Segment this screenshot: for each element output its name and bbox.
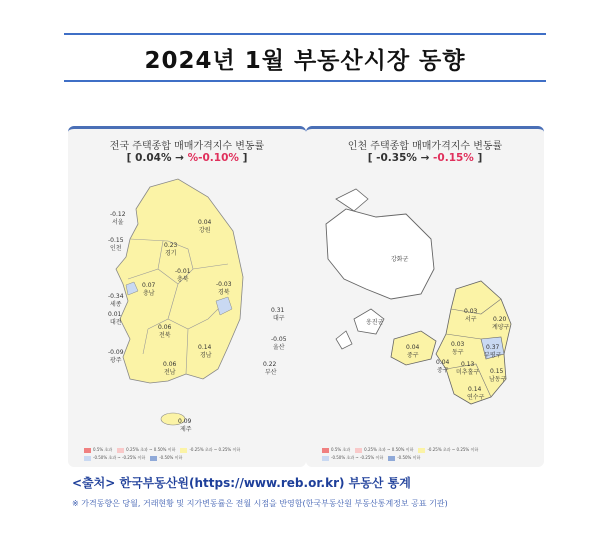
incheon-label-seogu: 서구: [465, 316, 477, 323]
national-rate-close: ]: [242, 152, 248, 164]
region-label-jeonbuk-value: 0.06: [158, 324, 172, 331]
incheon-label-yeonsu: 연수구: [467, 394, 485, 401]
region-label-daejeon: 대전: [110, 319, 122, 326]
footnote: ※ 가격동향은 당월, 거래현황 및 지가변동률은 전월 시점을 반영함(한국부동산원 부동산통계정보 공표 기관): [72, 499, 448, 508]
incheon-label-seogu-value: 0.03: [464, 308, 478, 315]
region-label-ulsan-value: -0.05: [271, 336, 287, 343]
incheon-label-bupyeong-value: 0.37: [486, 344, 500, 351]
region-label-daegu-value: 0.31: [271, 307, 285, 314]
incheon-label-bupyeong: 부평구: [484, 352, 502, 359]
gyodong-island: [336, 189, 368, 211]
legend-item-1: 0.5% 초과: [322, 447, 350, 453]
incheon-label-junggu2: 중구: [437, 367, 449, 374]
title-top-rule: [64, 33, 546, 35]
korea-map: [68, 169, 306, 434]
ongjin-islands: [336, 309, 384, 349]
national-rate-prev: [ 0.04% →: [126, 152, 184, 164]
region-label-jeonnam-value: 0.06: [163, 361, 177, 368]
incheon-map-title: 인천 주택종합 매매가격지수 변동률: [347, 141, 503, 152]
legend-item-5: -0.50% 이하: [388, 455, 420, 461]
national-rate-new: %-0.10%: [187, 152, 239, 164]
national-map-panel: [68, 126, 306, 467]
region-label-sejong: 세종: [110, 301, 122, 308]
incheon-label-michuhol: 미추홀구: [456, 369, 480, 376]
page-title: 2024년 1월 부동산시장 동향: [144, 48, 466, 74]
incheon-label-yeonsu-value: 0.14: [468, 386, 482, 393]
legend-item-4: -0.50% 초과 ~ -0.25% 이하: [322, 455, 383, 461]
incheon-label-namdong-value: 0.15: [490, 368, 504, 375]
region-label-gyeongnam-value: 0.14: [198, 344, 212, 351]
incheon-label-junggu2-value: 0.04: [436, 359, 450, 366]
incheon-label-donggu-value: 0.03: [451, 341, 465, 348]
incheon-label-gyeyang: 계양구: [492, 324, 510, 331]
region-label-daegu: 대구: [273, 315, 285, 322]
incheon-label-junggu: 중구: [407, 352, 419, 359]
incheon-rate-prev: [ -0.35% →: [367, 152, 430, 164]
incheon-label-ganghwa: 강화군: [391, 256, 409, 263]
region-label-gyeongbuk-value: -0.03: [216, 281, 232, 288]
legend-item-5: -0.50% 이하: [150, 455, 182, 461]
incheon-label-junggu-value: 0.04: [406, 344, 420, 351]
region-label-gangwon: 강원: [199, 227, 211, 234]
region-label-seoul: 서울: [112, 219, 124, 226]
national-map-legend: [84, 445, 294, 461]
region-label-sejong-value: -0.34: [108, 293, 124, 300]
incheon-rate: [306, 152, 544, 164]
region-label-seoul-value: -0.12: [110, 211, 126, 218]
incheon-label-gyeyang-value: 0.20: [493, 316, 507, 323]
incheon-rate-new: -0.15%: [433, 152, 474, 164]
legend-item-1: 0.5% 초과: [84, 447, 112, 453]
region-label-gyeongnam: 경남: [200, 352, 212, 359]
region-label-gyeonggi: 경기: [165, 250, 177, 257]
region-label-incheon: 인천: [110, 245, 122, 252]
region-label-chungbuk: 충북: [177, 276, 189, 283]
incheon-label-donggu: 동구: [452, 349, 464, 356]
source-line: <출처> 한국부동산원(https://www.reb.or.kr) 부동산 통계: [72, 476, 411, 490]
region-label-gangwon-value: 0.04: [198, 219, 212, 226]
incheon-label-namdong: 남동구: [489, 376, 507, 383]
region-label-chungnam: 충남: [143, 290, 155, 297]
incheon-map-legend: [322, 445, 532, 461]
region-label-gyeongbuk: 경북: [218, 289, 230, 296]
incheon-label-michuhol-value: 0.13: [461, 361, 475, 368]
national-rate: [68, 152, 306, 164]
legend-item-2: 0.25% 초과 ~ 0.50% 이하: [355, 447, 413, 453]
title-bottom-rule: [64, 80, 546, 82]
legend-item-3: -0.25% 초과 ~ 0.25% 이하: [180, 447, 240, 453]
region-label-jeju-value: 0.09: [178, 418, 192, 425]
region-label-incheon-value: -0.15: [108, 237, 124, 244]
national-map-title: 전국 주택종합 매매가격지수 변동률: [109, 141, 265, 152]
legend-item-4: -0.50% 초과 ~ -0.25% 이하: [84, 455, 145, 461]
region-label-ulsan: 울산: [273, 344, 285, 351]
ganghwa-island: [326, 209, 434, 299]
incheon-map-panel: [306, 126, 544, 467]
region-label-jeonnam: 전남: [164, 369, 176, 376]
region-label-jeju: 제주: [180, 426, 192, 433]
incheon-rate-close: ]: [477, 152, 483, 164]
legend-item-3: -0.25% 초과 ~ 0.25% 이하: [418, 447, 478, 453]
incheon-map: [306, 169, 544, 434]
region-label-chungnam-value: 0.07: [142, 282, 156, 289]
region-label-gwangju: 광주: [110, 357, 122, 364]
region-label-gyeonggi-value: 0.23: [164, 242, 178, 249]
region-label-gwangju-value: -0.09: [108, 349, 124, 356]
region-label-busan-value: 0.22: [263, 361, 277, 368]
incheon-label-ongjin: 옹진군: [366, 319, 384, 326]
region-label-daejeon-value: 0.01: [108, 311, 122, 318]
region-label-jeonbuk: 전북: [159, 332, 171, 339]
region-label-chungbuk-value: -0.01: [175, 268, 191, 275]
legend-item-2: 0.25% 초과 ~ 0.50% 이하: [117, 447, 175, 453]
region-label-busan: 부산: [265, 369, 277, 376]
